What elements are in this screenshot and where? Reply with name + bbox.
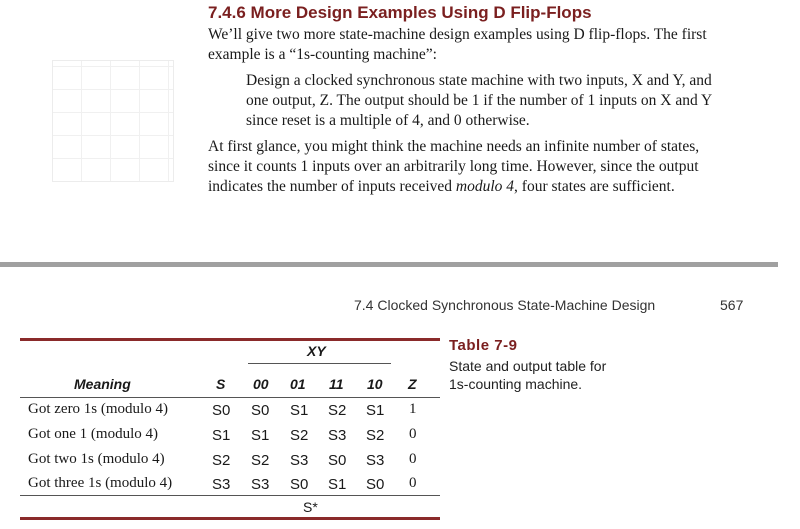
problem-statement <box>246 71 712 131</box>
analysis-line: since it counts 1 inputs over an arbitrarily long time. However, since the output <box>208 158 699 175</box>
running-head: 7.4 Clocked Synchronous State-Machine Design <box>354 297 656 313</box>
intro-line: example is a “1s-counting machine”: <box>208 46 437 63</box>
row-next-state: S1 <box>328 476 347 493</box>
row-output: 0 <box>409 426 417 442</box>
row-state: S1 <box>212 427 231 444</box>
table-header-rule <box>20 397 440 398</box>
row-next-state: S1 <box>290 402 309 419</box>
row-meaning: Got two 1s (modulo 4) <box>28 451 165 467</box>
col-header-output: Z <box>408 376 417 392</box>
col-header-meaning: Meaning <box>74 376 131 392</box>
col-header-state: S <box>216 376 226 392</box>
intro-line: We’ll give two more state-machine design examples using D flip-flops. The first <box>208 26 707 43</box>
col-header-input: 11 <box>329 376 344 392</box>
col-header-input: 10 <box>367 376 383 392</box>
analysis-text: indicates the number of inputs received <box>208 178 456 195</box>
row-next-state: S2 <box>290 427 309 444</box>
problem-line: since reset is a multiple of 4, and 0 otherwise. <box>246 112 530 129</box>
row-output: 1 <box>409 401 417 417</box>
row-next-state: S1 <box>366 402 385 419</box>
row-meaning: Got three 1s (modulo 4) <box>28 475 173 491</box>
row-next-state: S3 <box>328 427 347 444</box>
xy-group-label: XY <box>307 343 326 359</box>
section-title: 7.4.6 More Design Examples Using D Flip-Flops <box>208 3 592 22</box>
analysis-text: , four states are sufficient. <box>514 178 675 195</box>
table-caption-title: Table 7-9 <box>449 337 518 354</box>
table-top-rule <box>20 338 440 341</box>
row-next-state: S0 <box>251 402 270 419</box>
row-next-state: S0 <box>290 476 309 493</box>
row-state: S2 <box>212 452 231 469</box>
analysis-line <box>208 177 699 197</box>
page-number: 567 <box>720 297 744 313</box>
row-state: S0 <box>212 402 231 419</box>
row-next-state: S3 <box>366 452 385 469</box>
row-state: S3 <box>212 476 231 493</box>
table-caption-body: State and output table for 1s-counting machine. <box>449 358 607 392</box>
row-next-state: S2 <box>328 402 347 419</box>
row-meaning: Got one 1 (modulo 4) <box>28 426 158 442</box>
row-next-state: S3 <box>290 452 309 469</box>
intro-paragraph <box>208 25 707 65</box>
row-next-state: S0 <box>366 476 385 493</box>
table-body-rule <box>20 495 440 496</box>
row-next-state: S2 <box>366 427 385 444</box>
table-bottom-rule <box>20 517 440 520</box>
problem-line: Design a clocked synchronous state machine with two inputs, X and Y, and <box>246 72 712 89</box>
col-header-input: 00 <box>253 376 269 392</box>
page-divider <box>0 262 778 267</box>
row-output: 0 <box>409 451 417 467</box>
row-next-state: S0 <box>328 452 347 469</box>
row-next-state: S2 <box>251 452 270 469</box>
col-header-input: 01 <box>290 376 306 392</box>
row-next-state: S3 <box>251 476 270 493</box>
modulo-emphasis: modulo 4 <box>455 178 515 195</box>
row-next-state: S1 <box>251 427 270 444</box>
bleed-through-grid <box>52 60 174 182</box>
row-meaning: Got zero 1s (modulo 4) <box>28 401 168 417</box>
analysis-line: At first glance, you might think the machine needs an infinite number of states, <box>208 138 700 155</box>
next-state-label: S* <box>303 499 318 515</box>
analysis-paragraph <box>208 137 699 197</box>
row-output: 0 <box>409 475 417 491</box>
problem-line: one output, Z. The output should be 1 if the number of 1 inputs on X and Y <box>246 92 713 109</box>
xy-group-rule <box>248 363 391 364</box>
